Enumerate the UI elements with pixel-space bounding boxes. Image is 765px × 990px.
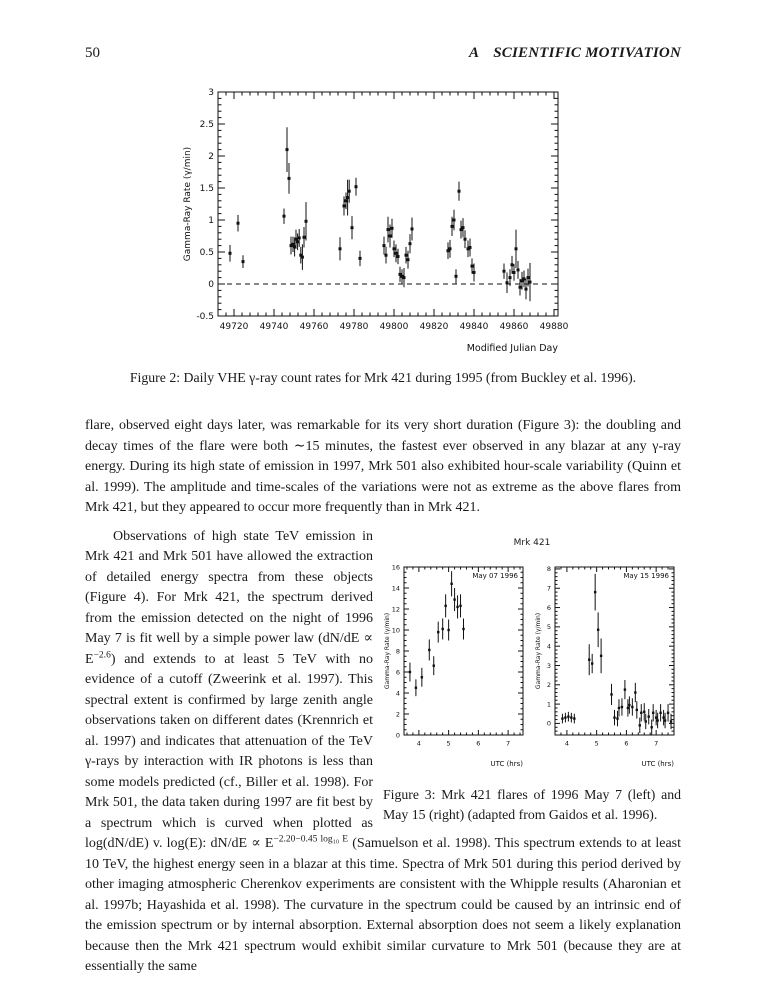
svg-text:4: 4	[416, 739, 421, 748]
svg-text:4: 4	[564, 739, 569, 748]
svg-text:6: 6	[624, 739, 629, 748]
figure3-caption: Figure 3: Mrk 421 flares of 1996 May 7 (left) and May 15 (right) (adapted from Gaidos et al. 1996).	[383, 787, 681, 822]
running-title	[469, 45, 681, 62]
svg-text:7: 7	[546, 584, 551, 593]
svg-text:-0.5: -0.5	[196, 312, 214, 323]
svg-text:49760: 49760	[299, 322, 329, 332]
svg-text:5: 5	[546, 623, 551, 632]
svg-text:14: 14	[391, 584, 400, 593]
svg-text:8: 8	[546, 565, 551, 574]
svg-text:May 15 1996: May 15 1996	[623, 572, 669, 580]
svg-text:2: 2	[208, 152, 214, 163]
svg-text:49800: 49800	[379, 322, 409, 332]
svg-text:6: 6	[476, 739, 481, 748]
figure3-left-chart	[383, 555, 530, 771]
svg-text:1: 1	[208, 216, 214, 227]
svg-text:Gamma-Ray Rate (γ/min): Gamma-Ray Rate (γ/min)	[183, 146, 193, 262]
paragraph-2	[85, 527, 681, 978]
svg-text:6: 6	[395, 668, 400, 677]
figure3-right-chart	[534, 555, 681, 771]
svg-text:UTC (hrs): UTC (hrs)	[641, 760, 674, 768]
svg-text:3: 3	[208, 88, 214, 99]
svg-text:1: 1	[546, 700, 551, 709]
svg-text:1.5: 1.5	[199, 184, 214, 195]
paragraph-1: flare, observed eight days later, was remarkable for its very short duration (Figure 3): the doubling and decay times of the flare were both ∼15 minutes, the fastest ever observed in any blazar at any γ-ray energy. During its high state of emission in 1997, Mrk 501 also exhibited hour-scale variability (Quinn et al. 1999). The amplitude and time-scales of the variations were not as extreme as the above flares from Mrk 421, but they appeared to occur more frequently than in Mrk 421.	[85, 418, 681, 515]
svg-text:49820: 49820	[419, 322, 449, 332]
svg-text:2.5: 2.5	[199, 120, 214, 131]
svg-text:May 07 1996: May 07 1996	[472, 572, 518, 580]
svg-text:0: 0	[395, 731, 400, 740]
svg-text:0: 0	[208, 280, 214, 291]
svg-text:5: 5	[446, 739, 451, 748]
svg-text:16: 16	[391, 563, 400, 572]
svg-text:49860: 49860	[499, 322, 529, 332]
figure2-chart	[180, 84, 572, 356]
svg-text:4: 4	[395, 689, 400, 698]
svg-text:49780: 49780	[339, 322, 369, 332]
section-letter: A	[469, 45, 480, 61]
svg-text:6: 6	[546, 603, 551, 612]
svg-text:8: 8	[395, 647, 400, 656]
figure3-panel	[383, 533, 681, 825]
svg-text:7: 7	[506, 739, 511, 748]
svg-text:3: 3	[546, 661, 551, 670]
svg-text:12: 12	[391, 605, 400, 614]
svg-text:49720: 49720	[219, 322, 249, 332]
figure3-title: Mrk 421	[513, 537, 551, 548]
svg-text:49880: 49880	[539, 322, 569, 332]
svg-text:7: 7	[654, 739, 659, 748]
svg-text:UTC (hrs): UTC (hrs)	[490, 760, 523, 768]
svg-text:Gamma-Ray Rate (γ/min): Gamma-Ray Rate (γ/min)	[384, 612, 391, 690]
svg-text:2: 2	[395, 710, 400, 719]
svg-text:0: 0	[546, 719, 551, 728]
svg-text:0.5: 0.5	[199, 248, 214, 259]
svg-text:10: 10	[391, 626, 400, 635]
figure2-panel	[85, 84, 681, 386]
paragraph-2-text: Observations of high state TeV emission in Mrk 421 and Mrk 501 have allowed the extraction of detailed energy spectra from these objects (Figure 4). For Mrk 421, the spectrum derived from the emission detected on the night of 1996 May 7 is fit well by a simple power law $(dN/dE \propto E^{-2.6})$ and extends to at least 5 TeV with no evidence of a cutoff (Zweerink et al. 1997). This spectral extent is confirmed by large zenith angle observations taken on different dates (Krennrich et al. 1997) and indicates that attenuation of the TeV γ-rays by interaction with IR photons is less than some models predicted (cf., Biller et al. 1998). For Mrk 501, the data taken during 1997 are fit best by a spectrum which is curved when plotted as log(dN/dE) v. log(E): $dN/dE \propto E^{-2.20-0.45 log_{10} E}$ (Samuelson et al. 1998). This spectrum extends to at least 10 TeV, the highest energy seen in a blazar at this time. Spectra of Mrk 501 during this period derived by other imaging atmospheric Cherenkov experiments are consistent with the Whipple results (Aharonian et al. 1997b; Hayashida et al. 1998). The curvature in the spectrum could be caused by an intrinsic end of the emission spectrum or by internal absorption. External absorption does not seem a likely explanation because then the Mrk 421 spectrum would exhibit similar curvature to Mrk 501 (because they are at essentially the same	[85, 528, 681, 974]
svg-text:Modified Julian Day: Modified Julian Day	[466, 343, 558, 354]
figure3-charts-row	[383, 555, 681, 771]
svg-text:49840: 49840	[459, 322, 489, 332]
svg-text:Gamma-Ray Rate (γ/min): Gamma-Ray Rate (γ/min)	[535, 612, 542, 690]
page-number: 50	[85, 45, 100, 61]
section-title: SCIENTIFIC MOTIVATION	[493, 45, 681, 61]
svg-text:2: 2	[546, 681, 551, 690]
svg-text:4: 4	[546, 642, 551, 651]
svg-text:5: 5	[594, 739, 599, 748]
page-header	[85, 45, 681, 62]
figure2-caption: Figure 2: Daily VHE γ-ray count rates for Mrk 421 during 1995 (from Buckley et al. 1996).	[129, 370, 637, 385]
svg-text:49740: 49740	[259, 322, 289, 332]
